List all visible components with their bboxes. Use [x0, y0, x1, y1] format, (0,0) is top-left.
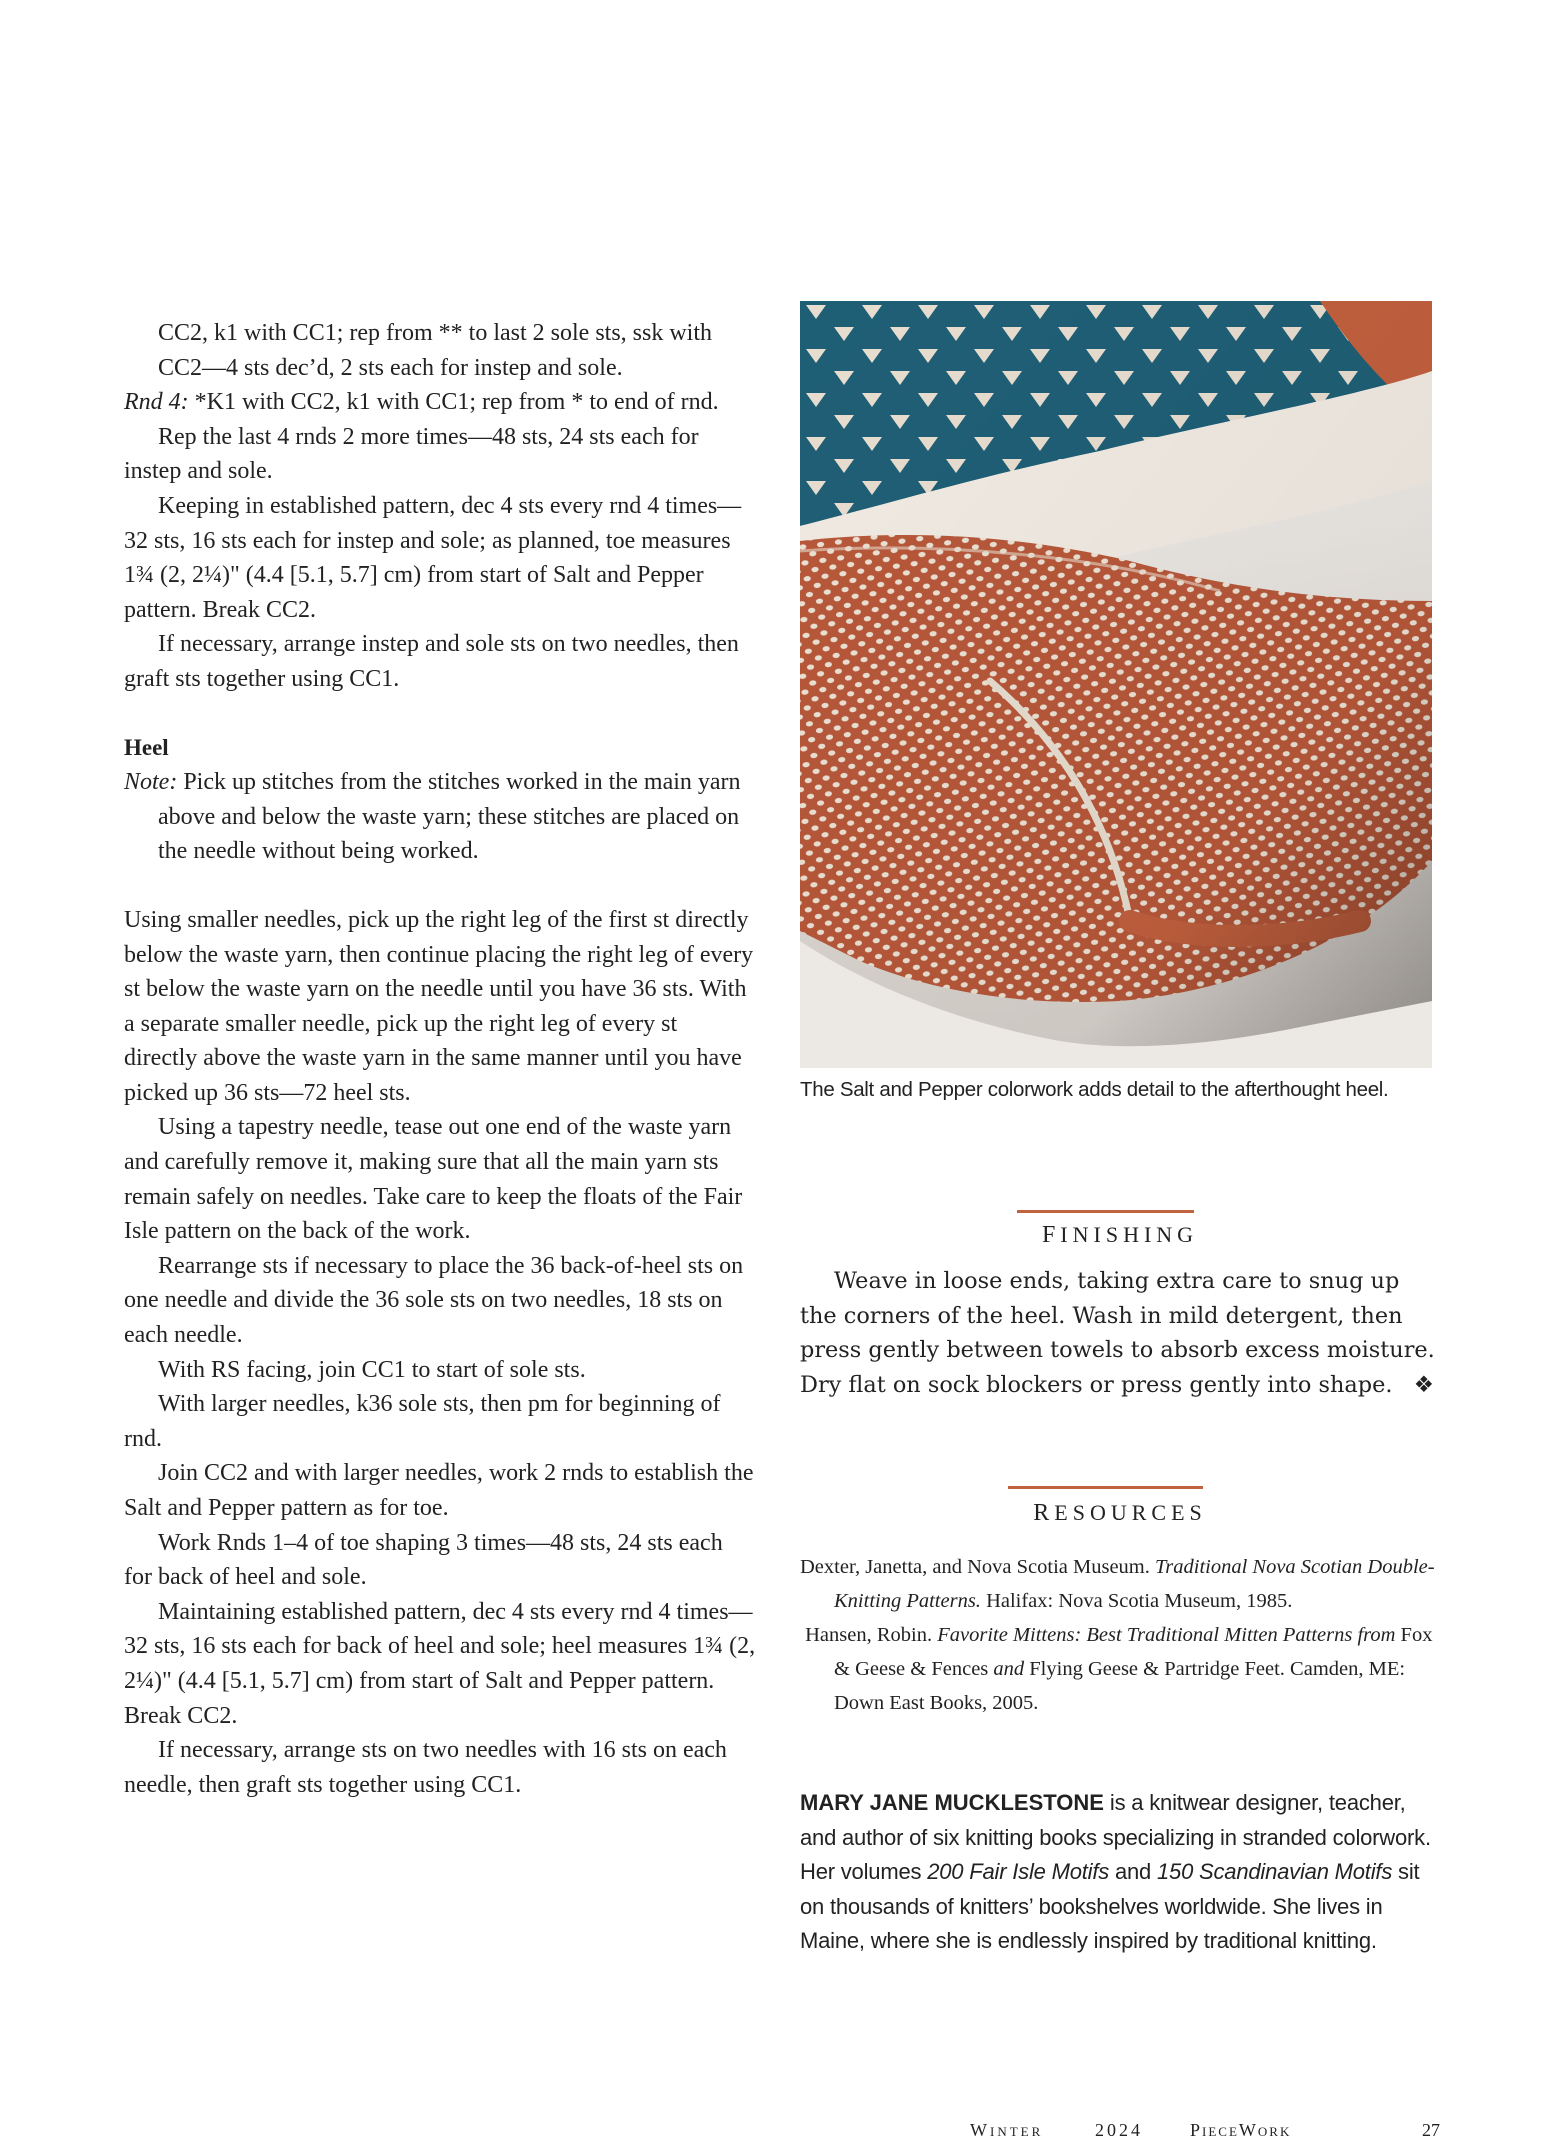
book-title: 200 Fair Isle Motifs — [927, 1859, 1110, 1885]
paragraph: Work Rnds 1–4 of toe shaping 3 times—48 sts, 24 sts each for back of heel and sole. — [124, 1529, 723, 1591]
round-label: Rnd 4: — [124, 389, 189, 416]
footer-magazine: PieceWork — [1190, 2120, 1292, 2140]
section-heading-heel: Heel — [124, 734, 169, 760]
paragraph: With larger needles, k36 sole sts, then pm for beginning of rnd. — [124, 1391, 721, 1452]
photo-caption: The Salt and Pepper colorwork adds detail to the afterthought heel. — [800, 1078, 1389, 1101]
footer-season: Winter — [970, 2120, 1044, 2140]
accent-rule — [1017, 1210, 1194, 1213]
end-mark-icon: ❖ — [1413, 1371, 1434, 1398]
left-column — [124, 316, 756, 1802]
paragraph: CC2, k1 with CC1; rep from ** to last 2 sole sts, ssk with CC2—4 sts dec’d, 2 sts each for instep and sole. — [158, 320, 713, 381]
book-title: 150 Scandinavian Motifs — [1157, 1859, 1393, 1885]
spacer — [124, 697, 756, 731]
spacer — [124, 869, 756, 903]
paragraph: Join CC2 and with larger needles, work 2 rnds to establish the Salt and Pepper pattern as for toe. — [124, 1460, 754, 1521]
knitting-photo — [800, 301, 1432, 1068]
paragraph: Rearrange sts if necessary to place the 36 back-of-heel sts on one needle and divide the 36 sole sts on two needles, 18 sts on each needle. — [124, 1252, 744, 1349]
author-name: MARY JANE MUCKLESTONE — [800, 1790, 1104, 1815]
paragraph: If necessary, arrange sts on two needles with 16 sts on each needle, then graft sts together using CC1. — [124, 1737, 727, 1798]
resource-entry: Hansen, Robin. Favorite Mittens: Best Traditional Mitten Patterns from Fox & Geese & Fences and Flying Geese & Partridge Feet. Camden, ME: Down East Books, 2005. — [805, 1624, 1433, 1714]
page-number: 27 — [1422, 2120, 1440, 2140]
author-bio: MARY JANE MUCKLESTONE is a knitwear designer, teacher, and author of six knitting books specializing in stranded colorwork. Her volumes 200 Fair Isle Motifs and 150 Scandinavian Motifs sit on thousands of knitters’ bookshelves worldwide. She lives in Maine, where she is endlessly inspired by traditional knitting. — [800, 1790, 1431, 1954]
paragraph: Maintaining established pattern, dec 4 sts every rnd 4 times—32 sts, 16 sts each for back of heel and sole; heel measures 1¾ (2, 2¼)" (4.4 [5.1, 5.7] cm) from start of Salt and Pepper pattern. Break CC2. — [124, 1598, 756, 1729]
finishing-text: Weave in loose ends, taking extra care to snug up the corners of the heel. Wash in mild detergent, then press gently between towels to absorb excess moisture. Dry flat on sock blockers or press gently into shape. ❖ — [800, 1268, 1435, 1398]
paragraph: If necessary, arrange instep and sole sts on two needles, then graft sts together using CC1. — [124, 631, 739, 692]
section-heading-finishing: FINISHING — [1041, 1222, 1199, 1248]
paragraph — [124, 385, 756, 420]
paragraph: Rep the last 4 rnds 2 more times—48 sts, 24 sts each for instep and sole. — [124, 423, 699, 485]
resource-entry: Dexter, Janetta, and Nova Scotia Museum. Traditional Nova Scotian Double-Knitting Patterns. Halifax: Nova Scotia Museum, 1985. — [800, 1556, 1435, 1612]
note-label: Note: — [124, 769, 178, 796]
note-text: Pick up stitches from the stitches worked in the main yarn above and below the waste yarn; these stitches are placed on the needle without being worked. — [158, 769, 741, 865]
paragraph-text: *K1 with CC2, k1 with CC1; rep from * to end of rnd. — [194, 389, 719, 416]
paragraph: Keeping in established pattern, dec 4 sts every rnd 4 times—32 sts, 16 sts each for instep and sole; as planned, toe measures 1¾ (2, 2¼)" (4.4 [5.1, 5.7] cm) from start of Salt and Pepper pattern. Break CC2. — [124, 492, 742, 623]
footer-year: 2024 — [1095, 2120, 1143, 2140]
paragraph: Using a tapestry needle, tease out one end of the waste yarn and carefully remove it, making sure that all the main yarn sts remain safely on needles. Take care to keep the floats of the Fair Isle pattern on the back of the work. — [124, 1114, 743, 1245]
paragraph: Using smaller needles, pick up the right leg of the first st directly below the waste yarn, then continue placing the right leg of every st below the waste yarn on the needle until you have 36 sts. With a separate smaller needle, pick up the right leg of every st directly above the waste yarn in the same manner until you have picked up 36 sts—72 heel sts. — [124, 906, 754, 1106]
paragraph: With RS facing, join CC1 to start of sole sts. — [158, 1356, 586, 1383]
finishing-section — [800, 1264, 1440, 1402]
accent-rule — [1008, 1486, 1203, 1489]
note-paragraph — [124, 765, 756, 869]
resources-list — [800, 1550, 1440, 1720]
section-heading-resources: RESOURCES — [1033, 1500, 1207, 1526]
knitting-photo-illustration — [800, 301, 1432, 1068]
page-footer — [970, 2120, 1440, 2146]
